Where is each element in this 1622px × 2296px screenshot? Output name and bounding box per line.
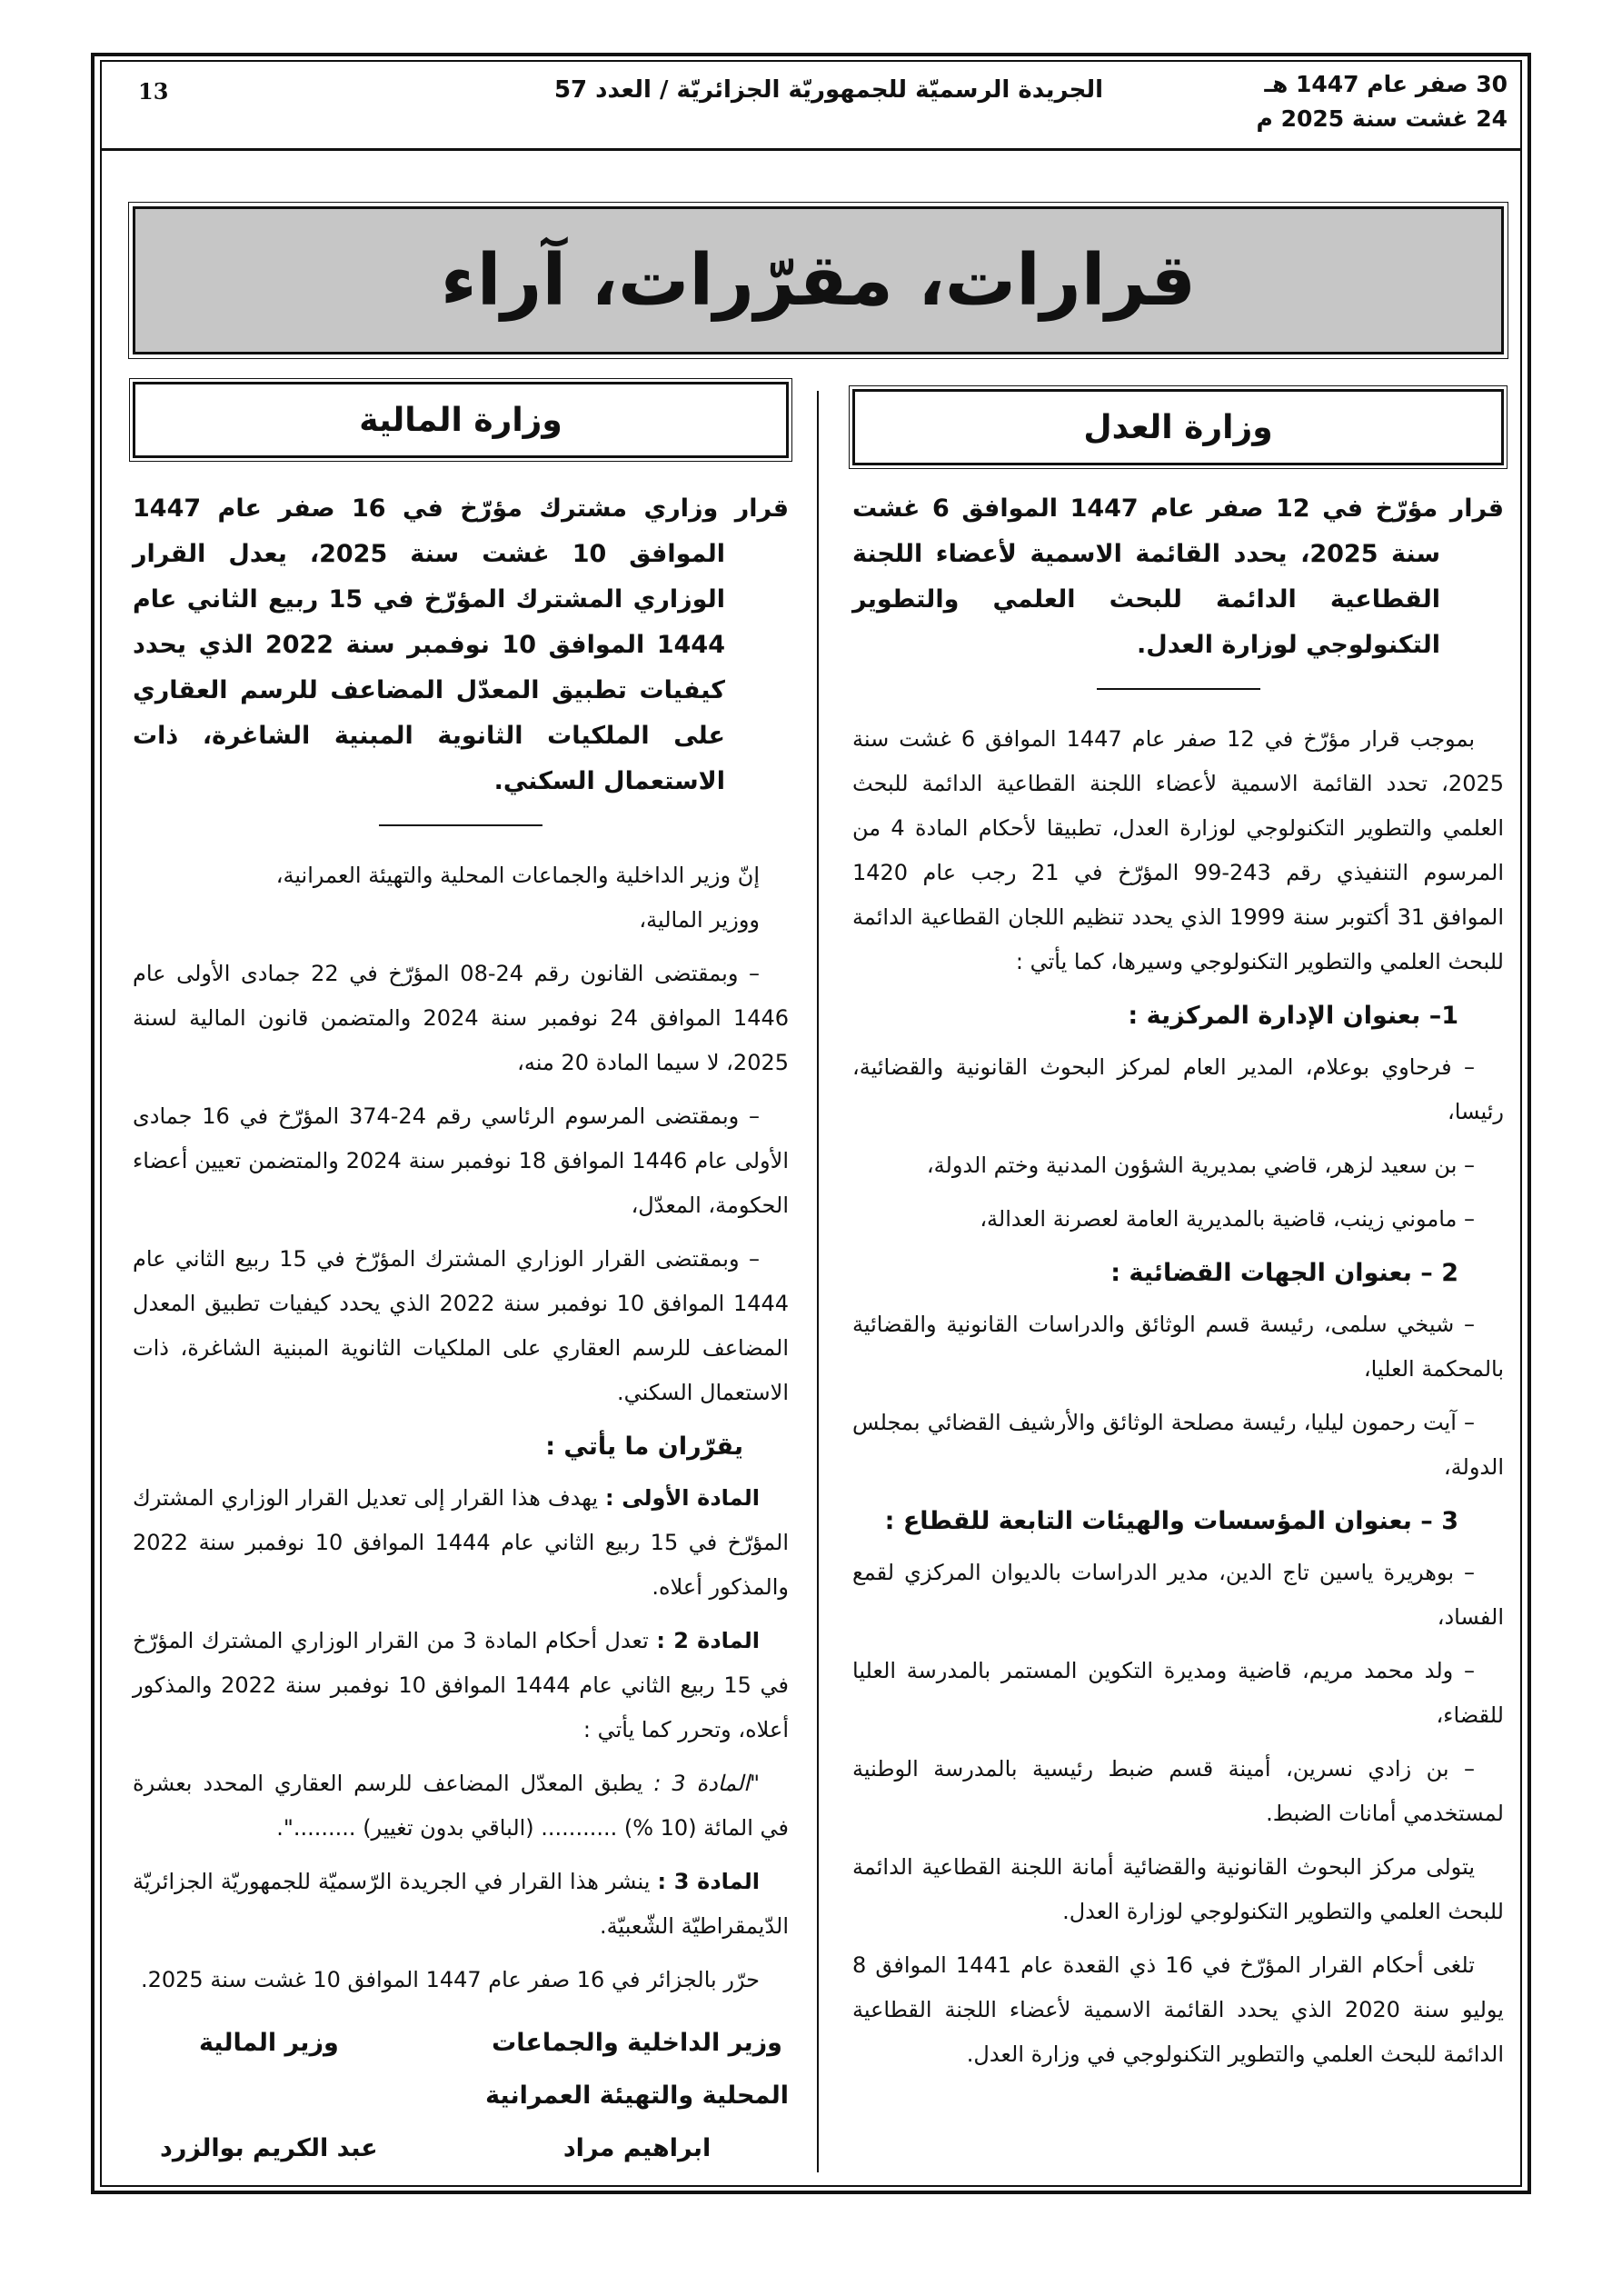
consideration-item: – وبمقتضى المرسوم الرئاسي رقم 24-374 المؤرّخ في 16 جمادى الأولى عام 1446 الموافق 18 نوفمبر سنة 2024 والمتضمن تعيين أعضاء الحكومة، المعدّل، bbox=[133, 1103, 789, 1218]
ministry-justice-label: وزارة العدل bbox=[1083, 408, 1273, 446]
section-heading: 1– بعنوان الإدارة المركزية : bbox=[1128, 1002, 1458, 1030]
separator bbox=[1097, 688, 1260, 690]
finance-decision-title: قرار وزاري مشترك مؤرّخ في 16 صفر عام 1447 الموافق 10 غشت سنة 2025، يعدل القرار الوزاري المشترك المؤرّخ في 15 ربيع الثاني عام 1444 الموافق 10 نوفمبر سنة 2022 الذي يحدد كيفيات تطبيق المعدّل المضاعف للرسم العقاري على الملكيات الثانوية المبنية الشاغرة، ذات الاستعمال السكني. bbox=[133, 494, 789, 795]
finance-column bbox=[133, 486, 789, 2175]
article-label: المادة الأولى : bbox=[604, 1485, 760, 1511]
date-hijri: 30 صفر عام 1447 هـ bbox=[1264, 71, 1508, 97]
quoted-article bbox=[133, 1762, 789, 1851]
done-at: حرّر بالجزائر في 16 صفر عام 1447 الموافق 10 غشت سنة 2025. bbox=[140, 1967, 760, 1992]
signatory-title: المحلية والتهيئة العمرانية bbox=[485, 2081, 789, 2110]
article-text: تعدل أحكام المادة 3 من القرار الوزاري المشترك المؤرّخ في 15 ربيع الثاني عام 1444 الموافق 10 نوفمبر سنة 2022 والمذكور أعلاه، وتحرر كما يأتي : bbox=[133, 1628, 789, 1742]
member-item: – بن زادي نسرين، أمينة قسم ضبط رئيسية بالمدرسة الوطنية لمستخدمي أمانات الضبط. bbox=[852, 1756, 1504, 1826]
signatures bbox=[133, 2017, 789, 2175]
article-2 bbox=[133, 1619, 789, 1752]
date-gregorian: 24 غشت سنة 2025 م bbox=[1256, 105, 1508, 132]
article-label: المادة 3 : bbox=[657, 1869, 760, 1894]
member-item: – فرحاوي بوعلام، المدير العام لمركز البحوث القانونية والقضائية، رئيسا، bbox=[852, 1054, 1504, 1124]
page-number: 13 bbox=[138, 78, 169, 105]
issue-dates bbox=[1257, 67, 1508, 136]
article-3 bbox=[133, 1860, 789, 1949]
section-title-box bbox=[133, 206, 1504, 354]
signatory-finance bbox=[133, 2017, 378, 2175]
ministry-finance-box bbox=[133, 382, 789, 458]
signatory-title: وزير المالية bbox=[198, 2029, 339, 2057]
article-text: يهدف هذا القرار إلى تعديل القرار الوزاري المشترك المؤرّخ في 15 ربيع الثاني عام 1444 الموافق 10 نوفمبر سنة 2022 والمذكور أعلاه. bbox=[133, 1485, 790, 1600]
article-label: "المادة 3 : bbox=[653, 1771, 760, 1796]
member-item: – بوهريرة ياسين تاج الدين، مدير الدراسات بالديوان المركزي لقمع الفساد، bbox=[852, 1560, 1504, 1630]
justice-column bbox=[852, 486, 1504, 2086]
member-item: – بن سعيد لزهر، قاضي بمديرية الشؤون المدنية وختم الدولة، bbox=[926, 1153, 1475, 1178]
article-label: المادة 2 : bbox=[656, 1628, 760, 1653]
gazette-header bbox=[102, 62, 1520, 151]
justice-decision-title: قرار مؤرّخ في 12 صفر عام 1447 الموافق 6 غشت سنة 2025، يحدد القائمة الاسمية لأعضاء اللجنة القطاعية الدائمة للبحث العلمي والتطوير التكنولوجي لوزارة العدل. bbox=[852, 494, 1505, 659]
section-heading: 3 – بعنوان المؤسسات والهيئات التابعة للقطاع : bbox=[884, 1507, 1458, 1535]
consideration-item: – وبمقتضى القانون رقم 24-08 المؤرّخ في 22 جمادى الأولى عام 1446 الموافق 24 نوفمبر سنة 2024 والمتضمن قانون المالية لسنة 2025، لا سيما المادة 20 منه، bbox=[133, 961, 789, 1075]
preamble-line: ووزير المالية، bbox=[639, 907, 760, 933]
justice-intro: بموجب قرار مؤرّخ في 12 صفر عام 1447 الموافق 6 غشت سنة 2025، تحدد القائمة الاسمية لأعضاء اللجنة القطاعية الدائمة للبحث العلمي والتطوير التكنولوجي لوزارة العدل، تطبيقا لأحكام المادة 4 من المرسوم التنفيذي رقم 243-99 المؤرّخ في 21 رجب عام 1420 الموافق 31 أكتوبر سنة 1999 الذي يحدد تنظيم اللجان القطاعية الدائمة للبحث العلمي والتطوير التكنولوجي وسيرها، كما يأتي : bbox=[852, 726, 1505, 974]
member-item: – ولد محمد مريم، قاضية ومديرة التكوين المستمر بالمدرسة العليا للقضاء، bbox=[852, 1658, 1504, 1728]
signatory-name: عبد الكريم بوالزرد bbox=[160, 2134, 378, 2162]
signatory-name: ابراهيم مراد bbox=[562, 2134, 711, 2162]
section-heading: 2 – بعنوان الجهات القضائية : bbox=[1110, 1259, 1458, 1287]
signatory-title: وزير الداخلية والجماعات bbox=[492, 2029, 782, 2057]
secretariat-paragraph: يتولى مركز البحوث القانونية والقضائية أمانة اللجنة القطاعية الدائمة للبحث العلمي والتطوير التكنولوجي لوزارة العدل. bbox=[852, 1854, 1504, 1924]
member-item: – ماموني زينب، قاضية بالمديرية العامة لعصرنة العدالة، bbox=[980, 1206, 1475, 1232]
repeal-paragraph: تلغى أحكام القرار المؤرّخ في 16 ذي القعدة عام 1441 الموافق 8 يوليو سنة 2020 الذي يحدد القائمة الاسمية لأعضاء اللجنة القطاعية الدائمة للبحث العلمي والتطوير التكنولوجي في وزارة العدل. bbox=[852, 1952, 1504, 2067]
decide-heading: يقرّران ما يأتي : bbox=[545, 1433, 743, 1461]
signatory-interior bbox=[485, 2017, 789, 2175]
article-text: يطبق المعدّل المضاعف للرسم العقاري المحدد بعشرة في المائة (10 %) ........... (الباقي بدون تغيير) .........". bbox=[133, 1771, 789, 1841]
ministry-finance-label: وزارة المالية bbox=[359, 401, 562, 439]
member-item: – آيت رحمون ليليا، رئيسة مصلحة الوثائق والأرشيف القضائي بمجلس الدولة، bbox=[852, 1410, 1504, 1480]
article-text: ينشر هذا القرار في الجريدة الرّسميّة للجمهوريّة الجزائريّة الدّيمقراطيّة الشّعبيّة. bbox=[133, 1869, 789, 1939]
separator bbox=[379, 824, 542, 826]
gazette-title: الجريدة الرسميّة للجمهوريّة الجزائريّة / العدد 57 bbox=[553, 76, 1104, 104]
article-1 bbox=[133, 1476, 789, 1610]
preamble-line: إنّ وزير الداخلية والجماعات المحلية والتهيئة العمرانية، bbox=[275, 863, 760, 888]
ministry-justice-box bbox=[852, 389, 1504, 465]
column-divider bbox=[817, 391, 819, 2172]
section-title: قرارات، مقرّرات، آراء bbox=[440, 239, 1197, 322]
member-item: – شيخي سلمى، رئيسة قسم الوثائق والدراسات القانونية والقضائية بالمحكمة العليا، bbox=[852, 1312, 1504, 1382]
consideration-item: – وبمقتضى القرار الوزاري المشترك المؤرّخ في 15 ربيع الثاني عام 1444 الموافق 10 نوفمبر سنة 2022 الذي يحدد كيفيات تطبيق المعدل المضاعف للرسم العقاري على الملكيات الثانوية المبنية الشاغرة، ذات الاستعمال السكني. bbox=[133, 1246, 790, 1405]
